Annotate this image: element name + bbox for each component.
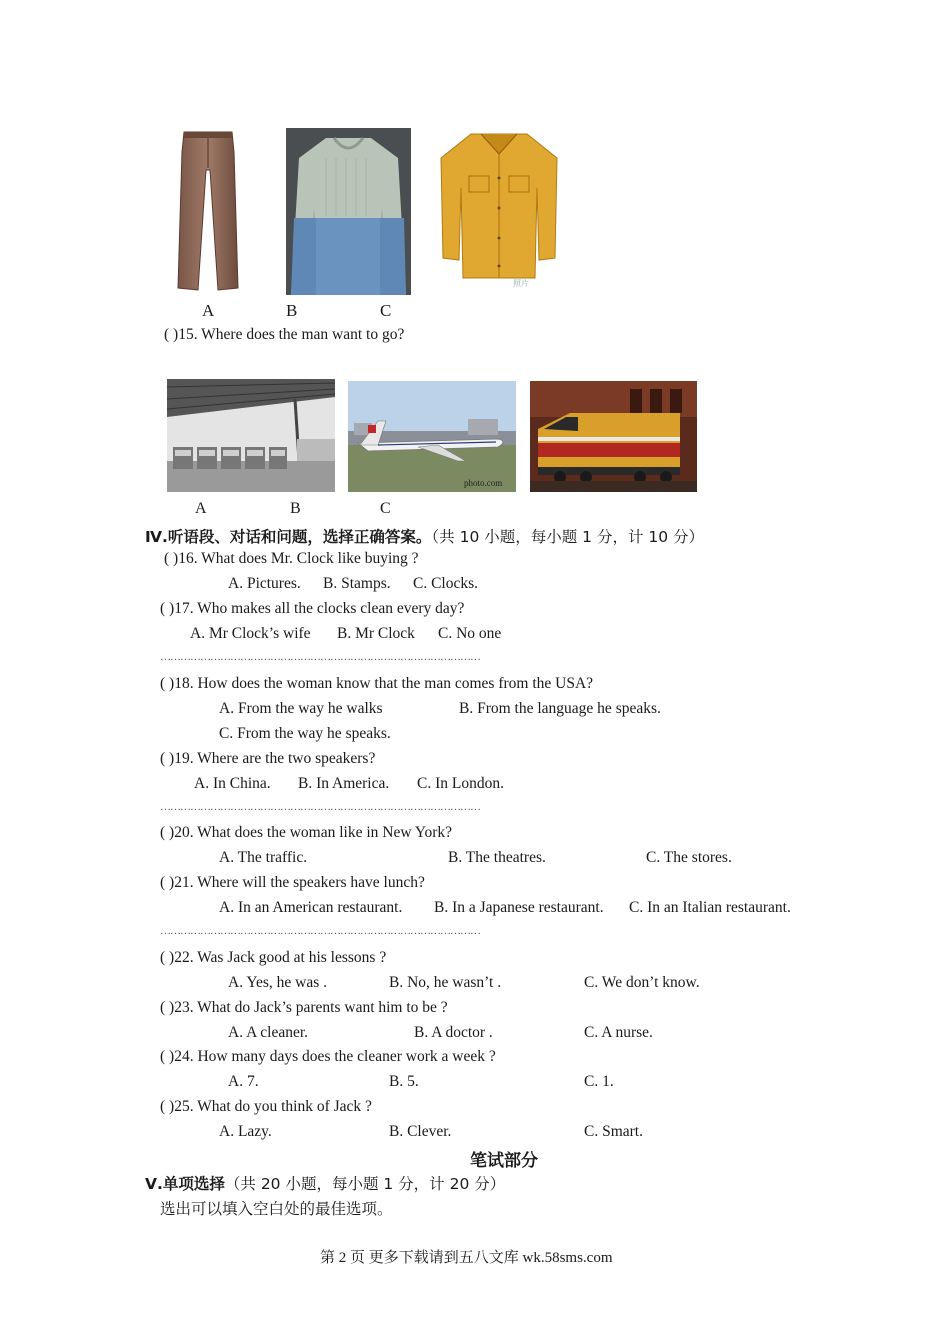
image-watermark: 照片 xyxy=(513,279,529,288)
section-4-heading xyxy=(145,525,704,547)
separator-line: …………………………………………………………………………………… xyxy=(160,801,480,813)
question-17: ( )17. Who makes all the clocks clean every day? xyxy=(160,600,465,617)
question-22: ( )22. Was Jack good at his lessons ? xyxy=(160,949,387,966)
q22-option-b: B. No, he wasn’t . xyxy=(389,974,502,991)
bus-station-image xyxy=(167,379,335,492)
q25-option-b: B. Clever. xyxy=(389,1123,452,1140)
q18-option-b: B. From the language he speaks. xyxy=(459,700,661,717)
q20-option-a: A. The traffic. xyxy=(219,849,308,866)
question-23: ( )23. What do Jack’s parents want him to be ? xyxy=(160,999,448,1016)
q17-option-a: A. Mr Clock’s wife xyxy=(190,625,311,642)
q24-option-c: C. 1. xyxy=(584,1073,614,1090)
q18-option-a: A. From the way he walks xyxy=(219,700,383,717)
shirt-image xyxy=(433,128,565,295)
q16-option-b: B. Stamps. xyxy=(323,575,391,592)
q20-option-b: B. The theatres. xyxy=(448,849,546,866)
question-21: ( )21. Where will the speakers have lunch? xyxy=(160,874,425,891)
q22-option-a: A. Yes, he was . xyxy=(228,974,328,991)
q21-option-a: A. In an American restaurant. xyxy=(219,899,403,916)
sweater-image xyxy=(286,128,411,295)
q17-option-c: C. No one xyxy=(438,625,502,642)
q19-option-a: A. In China. xyxy=(194,775,271,792)
question-25: ( )25. What do you think of Jack ? xyxy=(160,1098,372,1115)
q21-option-c: C. In an Italian restaurant. xyxy=(629,899,791,916)
section-5-instruction: 选出可以填入空白处的最佳选项。 xyxy=(160,1200,393,1218)
q25-option-a: A. Lazy. xyxy=(219,1123,272,1140)
question-15: ( )15. Where does the man want to go? xyxy=(164,326,405,343)
page-footer: 第 2 页 更多下载请到五八文库 wk.58sms.com xyxy=(320,1250,613,1266)
question-20: ( )20. What does the woman like in New York? xyxy=(160,824,453,841)
q19-option-b: B. In America. xyxy=(298,775,390,792)
q15-label-a: A xyxy=(195,500,207,517)
section-5-note: （共 20 小题，每小题 1 分，计 20 分） xyxy=(224,1175,506,1193)
q16-option-a: A. Pictures. xyxy=(228,575,301,592)
section-5-heading xyxy=(145,1172,505,1194)
section-4-title: Ⅳ.听语段、对话和问题，选择正确答案。 xyxy=(145,528,432,546)
q15-label-c: C xyxy=(380,500,391,517)
q14-label-b: B xyxy=(286,301,298,320)
q25-option-c: C. Smart. xyxy=(584,1123,643,1140)
written-part-title: 笔试部分 xyxy=(470,1151,538,1171)
question-24: ( )24. How many days does the cleaner work a week ? xyxy=(160,1048,496,1065)
question-19: ( )19. Where are the two speakers? xyxy=(160,750,376,767)
q19-option-c: C. In London. xyxy=(417,775,504,792)
q23-option-a: A. A cleaner. xyxy=(228,1024,309,1041)
q17-option-b: B. Mr Clock xyxy=(337,625,415,642)
q23-option-c: C. A nurse. xyxy=(584,1024,653,1041)
question-18: ( )18. How does the woman know that the man comes from the USA? xyxy=(160,675,594,692)
q18-option-c: C. From the way he speaks. xyxy=(219,725,391,742)
q16-option-c: C. Clocks. xyxy=(413,575,479,592)
photo-caption: photo.com xyxy=(464,478,503,488)
q15-label-b: B xyxy=(290,500,301,517)
q20-option-c: C. The stores. xyxy=(646,849,732,866)
q23-option-b: B. A doctor . xyxy=(414,1024,493,1041)
section-4-note: （共 10 小题，每小题 1 分，计 10 分） xyxy=(431,528,705,546)
q24-option-a: A. 7. xyxy=(228,1073,259,1090)
train-image xyxy=(530,381,697,492)
q21-option-b: B. In a Japanese restaurant. xyxy=(434,899,604,916)
airplane-image xyxy=(348,381,516,492)
section-5-title: Ⅴ.单项选择 xyxy=(145,1175,225,1193)
trousers-image xyxy=(172,130,244,295)
q24-option-b: B. 5. xyxy=(389,1073,419,1090)
separator-line: …………………………………………………………………………………… xyxy=(160,651,480,663)
separator-line: …………………………………………………………………………………… xyxy=(160,925,480,937)
q22-option-c: C. We don’t know. xyxy=(584,974,700,991)
q14-label-c: C xyxy=(380,301,392,320)
q14-label-a: A xyxy=(202,301,215,320)
question-16: ( )16. What does Mr. Clock like buying ? xyxy=(164,550,419,567)
